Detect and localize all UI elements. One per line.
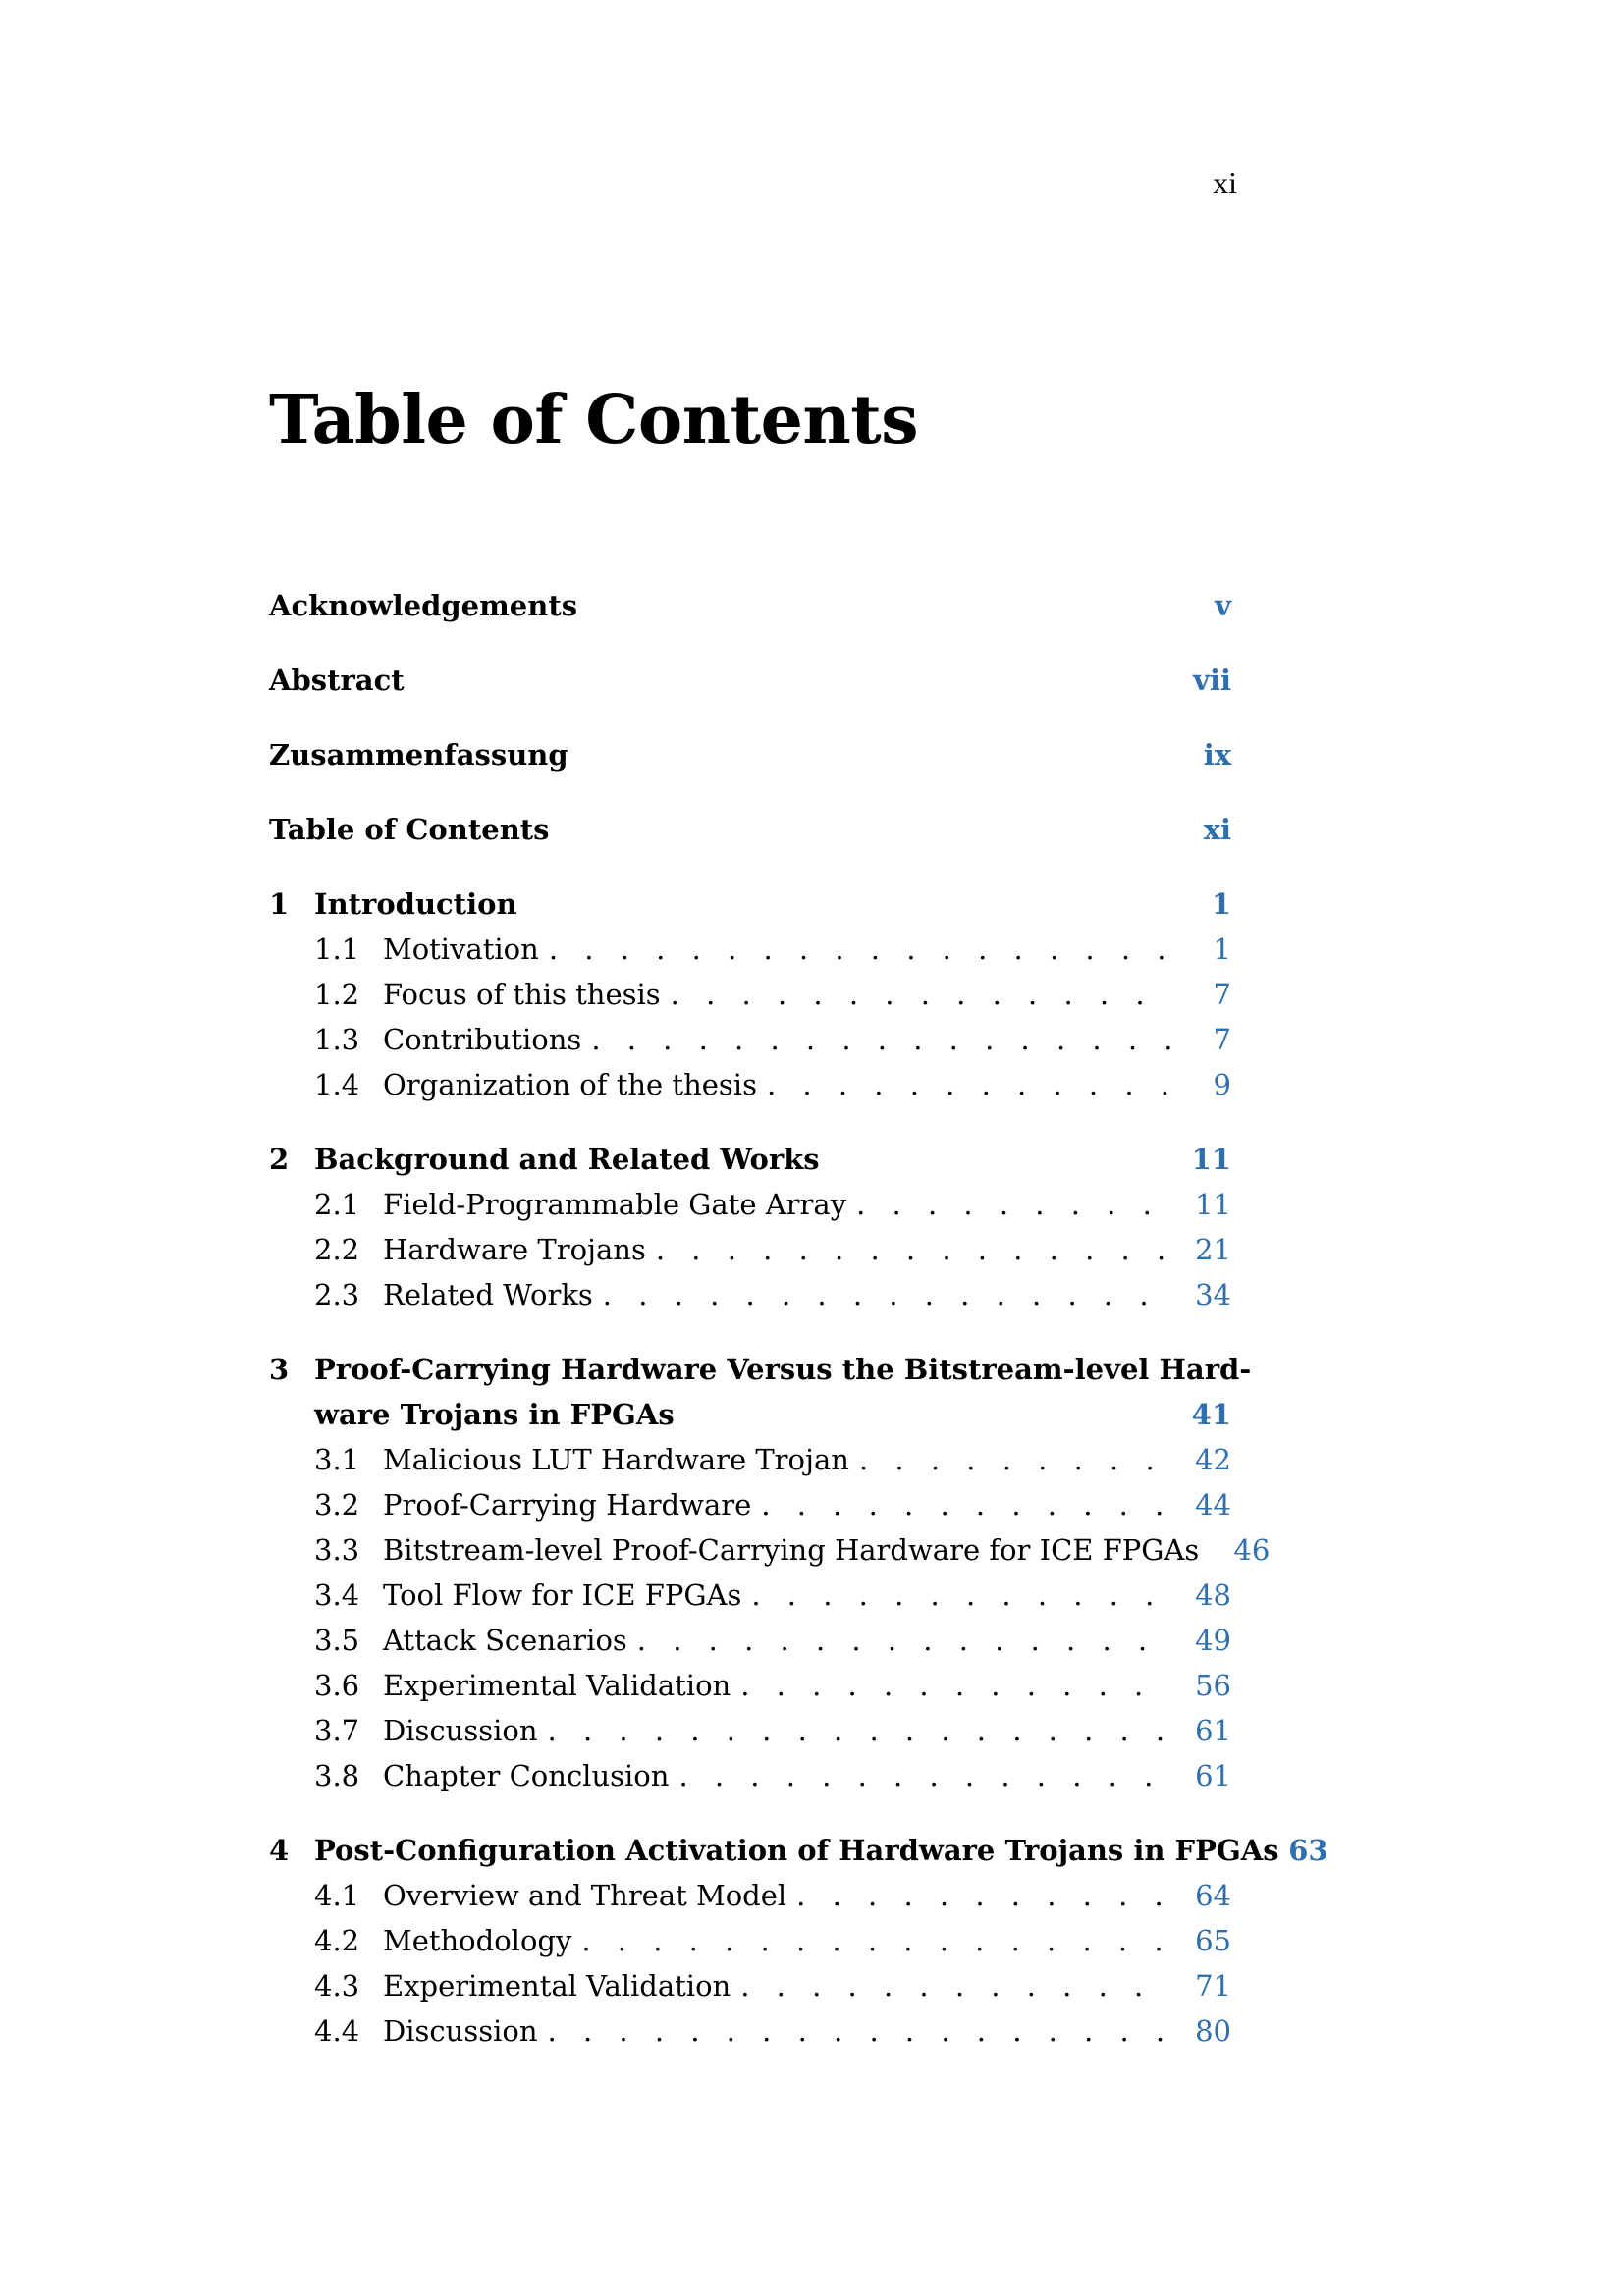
dot-leader (603, 1278, 1170, 1311)
section-title: Overview and Threat Model (383, 1879, 787, 1912)
toc-page-link[interactable]: 9 (1213, 1068, 1231, 1101)
dot-leader (856, 1188, 1170, 1221)
toc-entry-zusammenfassung[interactable] (269, 738, 1231, 783)
toc-chapter-1[interactable] (269, 887, 1231, 933)
section-number: 3.6 (314, 1669, 360, 1702)
toc-section-4-3[interactable] (269, 1969, 1231, 2014)
section-title: Related Works (383, 1278, 593, 1311)
toc-page-link[interactable]: 49 (1195, 1624, 1231, 1657)
dot-leader (859, 1443, 1170, 1476)
toc-section-3-2[interactable] (269, 1488, 1231, 1533)
toc-page-link[interactable]: 34 (1195, 1278, 1231, 1311)
toc-section-1-4[interactable] (269, 1068, 1231, 1113)
toc-page-link[interactable]: 46 (1233, 1533, 1271, 1567)
toc-page-link[interactable]: 1 (1213, 933, 1231, 966)
section-number: 3.3 (314, 1533, 360, 1567)
section-number: 4.3 (314, 1969, 360, 2002)
toc-page-link[interactable]: 65 (1195, 1924, 1231, 1957)
toc-page-link[interactable]: 64 (1195, 1879, 1231, 1912)
dot-leader (678, 1759, 1170, 1792)
section-number: 4.4 (314, 2014, 360, 2048)
section-title: Discussion (383, 1714, 538, 1747)
section-title: Malicious LUT Hardware Trojan (383, 1443, 849, 1476)
toc-entry-title: Acknowledgements (269, 589, 578, 622)
section-number: 2.3 (314, 1278, 360, 1311)
page-title: Table of Contents (269, 381, 918, 459)
toc-page-link[interactable]: 48 (1195, 1578, 1231, 1612)
dot-leader (548, 2014, 1170, 2048)
dot-leader (581, 1924, 1170, 1957)
chapter-title: Introduction (314, 887, 517, 921)
dot-leader (671, 978, 1170, 1011)
toc-page-link[interactable]: 63 (1288, 1834, 1328, 1867)
toc-page-link[interactable]: 71 (1195, 1969, 1231, 2002)
toc-entry-table-of-contents[interactable] (269, 813, 1231, 858)
dot-leader (548, 1714, 1170, 1747)
toc-section-3-5[interactable] (269, 1624, 1231, 1669)
chapter-title: Post-Configuration Activation of Hardware Trojans in FPGAs (314, 1834, 1279, 1867)
table-of-contents (269, 589, 1328, 2059)
chapter-number: 3 (269, 1353, 290, 1386)
toc-section-3-3[interactable] (269, 1533, 1271, 1578)
toc-section-2-3[interactable] (269, 1278, 1231, 1323)
section-title: Discussion (383, 2014, 538, 2048)
toc-page-link[interactable]: 11 (1191, 1143, 1231, 1176)
toc-section-3-6[interactable] (269, 1669, 1231, 1714)
toc-section-1-2[interactable] (269, 978, 1231, 1023)
dot-leader (761, 1488, 1170, 1522)
toc-chapter-3[interactable] (269, 1353, 1252, 1398)
dot-leader (637, 1624, 1170, 1657)
toc-page-link[interactable]: 61 (1195, 1759, 1231, 1792)
toc-page-link[interactable]: xi (1203, 813, 1231, 846)
toc-page-link[interactable]: 56 (1195, 1669, 1231, 1702)
section-title: Experimental Validation (383, 1669, 731, 1702)
toc-section-1-3[interactable] (269, 1023, 1231, 1068)
section-number: 3.8 (314, 1759, 360, 1792)
section-title: Focus of this thesis (383, 978, 661, 1011)
section-number: 3.2 (314, 1488, 360, 1522)
toc-page-link[interactable]: ix (1203, 738, 1231, 772)
toc-page-link[interactable]: 7 (1213, 1023, 1231, 1056)
toc-page-link[interactable]: 42 (1195, 1443, 1231, 1476)
toc-chapter-3-continued[interactable] (269, 1398, 1231, 1443)
toc-page-link[interactable]: 80 (1195, 2014, 1231, 2048)
toc-section-3-4[interactable] (269, 1578, 1231, 1624)
page-number: xi (1213, 165, 1237, 200)
toc-page-link[interactable]: 44 (1195, 1488, 1231, 1522)
toc-page-link[interactable]: 11 (1195, 1188, 1231, 1221)
toc-page-link[interactable]: 61 (1195, 1714, 1231, 1747)
toc-section-3-7[interactable] (269, 1714, 1231, 1759)
toc-page-link[interactable]: v (1215, 589, 1231, 622)
section-title: Bitstream-level Proof-Carrying Hardware for ICE FPGAs (383, 1533, 1200, 1567)
toc-chapter-4[interactable] (269, 1834, 1328, 1879)
toc-section-3-1[interactable] (269, 1443, 1231, 1488)
section-title: Chapter Conclusion (383, 1759, 670, 1792)
toc-section-4-4[interactable] (269, 2014, 1231, 2059)
toc-entry-title: Zusammenfassung (269, 738, 568, 772)
section-title: Proof-Carrying Hardware (383, 1488, 752, 1522)
section-number: 1.3 (314, 1023, 360, 1056)
chapter-title: Background and Related Works (314, 1143, 820, 1176)
section-number: 2.2 (314, 1233, 360, 1266)
toc-page-link[interactable]: 1 (1211, 887, 1231, 921)
section-number: 2.1 (314, 1188, 360, 1221)
chapter-title-line-1: Proof-Carrying Hardware Versus the Bitstream-level Hard- (314, 1353, 1252, 1386)
section-title: Contributions (383, 1023, 582, 1056)
section-title: Hardware Trojans (383, 1233, 646, 1266)
toc-page-link[interactable]: 41 (1191, 1398, 1231, 1431)
toc-section-2-1[interactable] (269, 1188, 1231, 1233)
section-title: Attack Scenarios (383, 1624, 627, 1657)
section-title: Organization of the thesis (383, 1068, 757, 1101)
toc-entry-title: Abstract (269, 664, 405, 697)
section-title: Motivation (383, 933, 539, 966)
toc-page-link[interactable]: 21 (1195, 1233, 1231, 1266)
section-number: 1.1 (314, 933, 360, 966)
chapter-number: 4 (269, 1834, 290, 1867)
dot-leader (740, 1969, 1170, 2002)
section-number: 4.2 (314, 1924, 360, 1957)
toc-section-4-2[interactable] (269, 1924, 1231, 1969)
toc-section-3-8[interactable] (269, 1759, 1231, 1804)
chapter-number: 1 (269, 887, 290, 921)
section-number: 3.4 (314, 1578, 360, 1612)
dot-leader (796, 1879, 1170, 1912)
chapter-title-line-2: ware Trojans in FPGAs (314, 1398, 675, 1431)
dot-leader (751, 1578, 1170, 1612)
section-title: Field-Programmable Gate Array (383, 1188, 847, 1221)
dot-leader (656, 1233, 1170, 1266)
toc-entry-abstract[interactable] (269, 664, 1231, 709)
toc-entry-title: Table of Contents (269, 813, 550, 846)
toc-section-4-1[interactable] (269, 1879, 1231, 1924)
section-number: 4.1 (314, 1879, 360, 1912)
toc-section-2-2[interactable] (269, 1233, 1231, 1278)
section-title: Experimental Validation (383, 1969, 731, 2002)
toc-entry-acknowledgements[interactable] (269, 589, 1231, 634)
section-title: Methodology (383, 1924, 572, 1957)
dot-leader (767, 1068, 1170, 1101)
dot-leader (591, 1023, 1170, 1056)
section-number: 3.1 (314, 1443, 360, 1476)
dot-leader (549, 933, 1170, 966)
toc-chapter-2[interactable] (269, 1143, 1231, 1188)
toc-page-link[interactable]: 7 (1213, 978, 1231, 1011)
toc-page-link[interactable]: vii (1193, 664, 1231, 697)
section-number: 1.4 (314, 1068, 360, 1101)
chapter-number: 2 (269, 1143, 290, 1176)
section-number: 3.5 (314, 1624, 360, 1657)
section-number: 3.7 (314, 1714, 360, 1747)
section-title: Tool Flow for ICE FPGAs (383, 1578, 742, 1612)
section-number: 1.2 (314, 978, 360, 1011)
toc-section-1-1[interactable] (269, 933, 1231, 978)
dot-leader (740, 1669, 1170, 1702)
